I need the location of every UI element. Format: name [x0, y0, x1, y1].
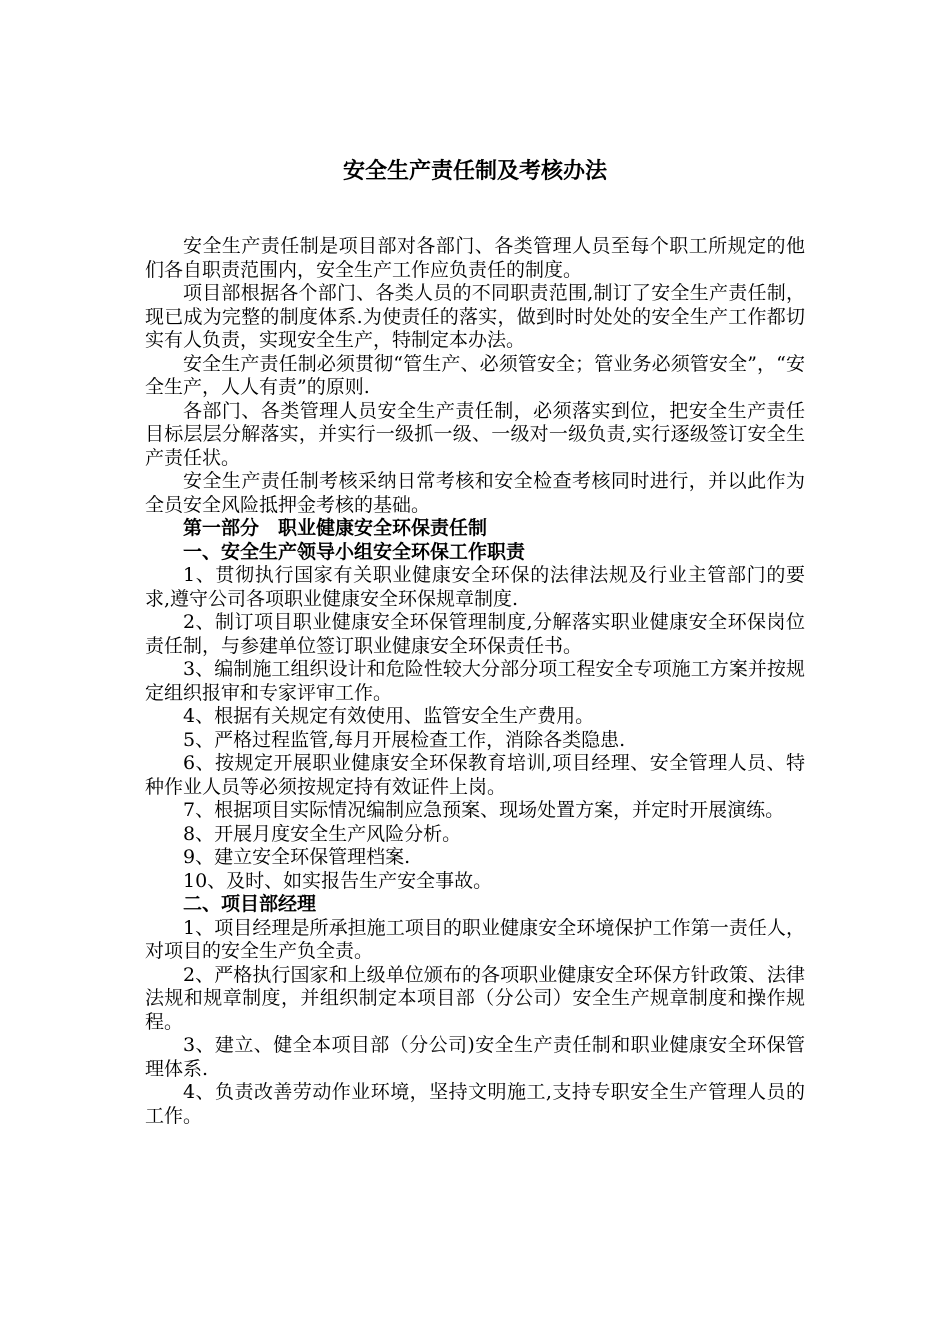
paragraph: 各部门、各类管理人员安全生产责任制，必须落实到位，把安全生产责任目标层层分解落实，并实行一级抓一级、一级对一级负责,实行逐级签订安全生产责任状。	[145, 399, 805, 469]
document-body	[145, 235, 805, 1128]
list-item: 4、根据有关规定有效使用、监管安全生产费用。	[183, 705, 595, 727]
list-item: 7、根据项目实际情况编制应急预案、现场处置方案，并定时开展演练。	[183, 799, 785, 821]
list-item: 1、项目经理是所承担施工项目的职业健康安全环境保护工作第一责任人，对项目的安全生产负全责。	[145, 916, 805, 962]
paragraph: 安全生产责任制必须贯彻“管生产、必须管安全；管业务必须管安全”，“安全生产，人人有责”的原则.	[145, 352, 805, 398]
list-item: 3、编制施工组织设计和危险性较大分部分项工程安全专项施工方案并按规定组织报审和专家评审工作。	[145, 658, 805, 704]
paragraph: 项目部根据各个部门、各类人员的不同职责范围,制订了安全生产责任制，现已成为完整的制度体系.为使责任的落实，做到时时处处的安全生产工作都切实有人负责，实现安全生产，特制定本办法。	[145, 282, 805, 351]
section-heading: 二、项目部经理	[183, 893, 317, 915]
list-item: 4、负责改善劳动作业环境，坚持文明施工,支持专职安全生产管理人员的工作。	[145, 1081, 805, 1127]
list-item: 2、制订项目职业健康安全环保管理制度,分解落实职业健康安全环保岗位责任制，与参建单位签订职业健康安全环保责任书。	[145, 611, 805, 657]
list-item: 10、及时、如实报告生产安全事故。	[183, 869, 493, 892]
paragraph: 安全生产责任制是项目部对各部门、各类管理人员至每个职工所规定的他们各自职责范围内，安全生产工作应负责任的制度。	[145, 235, 805, 281]
list-item: 5、严格过程监管,每月开展检查工作，消除各类隐患.	[183, 728, 626, 751]
section-heading: 第一部分 职业健康安全环保责任制	[183, 517, 488, 539]
section-heading: 一、安全生产领导小组安全环保工作职责	[183, 540, 526, 563]
list-item: 3、建立、健全本项目部（分公司)安全生产责任制和职业健康安全环保管理体系.	[145, 1034, 805, 1080]
document-title: 安全生产责任制及考核办法	[342, 158, 607, 184]
list-item: 2、严格执行国家和上级单位颁布的各项职业健康安全环保方针政策、法律法规和规章制度，并组织制定本项目部（分公司）安全生产规章制度和操作规程。	[145, 963, 805, 1033]
list-item: 8、开展月度安全生产风险分析。	[183, 822, 462, 845]
list-item: 1、贯彻执行国家有关职业健康安全环保的法律法规及行业主管部门的要求,遵守公司各项职业健康安全环保规章制度.	[145, 564, 805, 610]
list-item: 6、按规定开展职业健康安全环保教育培训,项目经理、安全管理人员、特种作业人员等必须按规定持有效证件上岗。	[145, 752, 805, 798]
paragraph: 安全生产责任制考核采纳日常考核和安全检查考核同时进行，并以此作为全员安全风险抵押金考核的基础。	[145, 470, 805, 516]
list-item: 9、建立安全环保管理档案.	[183, 846, 411, 868]
